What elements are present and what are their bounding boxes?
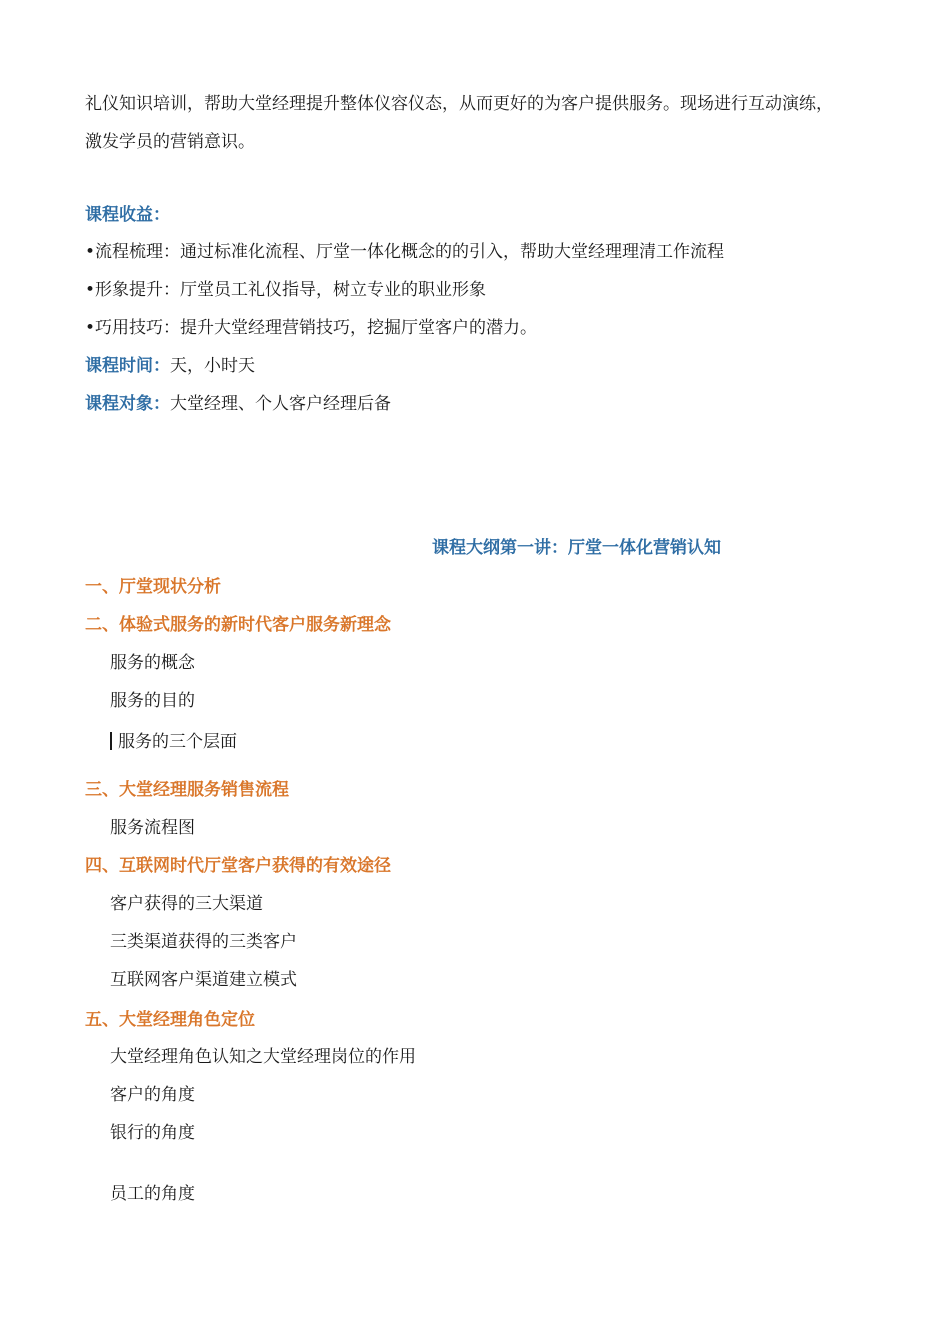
course-time	[85, 355, 255, 377]
text-cursor	[110, 732, 112, 750]
intro-line-1: 礼仪知识培训，帮助大堂经理提升整体仪容仪态，从而更好的为客户提供服务。现场进行互动演练，	[85, 94, 833, 114]
section-item: 服务的三个层面	[118, 732, 237, 752]
course-audience	[85, 393, 391, 415]
course-audience-value: 大堂经理、个人客户经理后备	[170, 394, 391, 414]
section-heading: 三、大堂经理服务销售流程	[85, 780, 289, 800]
section-item: 互联网客户渠道建立模式	[110, 970, 297, 990]
section-item: 服务的概念	[110, 653, 195, 673]
benefit-item: •流程梳理：通过标准化流程、厅堂一体化概念的的引入，帮助大堂经理理清工作流程	[85, 242, 725, 262]
section-item: 服务流程图	[110, 818, 195, 838]
benefit-item: •形象提升：厅堂员工礼仪指导，树立专业的职业形象	[85, 280, 487, 300]
section-item: 员工的角度	[110, 1184, 195, 1204]
section-heading: 二、体验式服务的新时代客户服务新理念	[85, 615, 391, 635]
section-heading: 四、互联网时代厅堂客户获得的有效途径	[85, 856, 391, 876]
intro-line-2: 激发学员的营销意识。	[85, 132, 255, 152]
course-time-label: 课程时间：	[85, 356, 170, 376]
section-item: 银行的角度	[110, 1123, 195, 1143]
section-heading: 一、厅堂现状分析	[85, 577, 221, 597]
section-item: 服务的目的	[110, 691, 195, 711]
section-item: 大堂经理角色认知之大堂经理岗位的作用	[110, 1047, 416, 1067]
section-heading: 五、大堂经理角色定位	[85, 1010, 255, 1030]
benefits-heading: 课程收益：	[85, 205, 170, 225]
benefit-item: •巧用技巧：提升大堂经理营销技巧，挖掘厅堂客户的潜力。	[85, 318, 538, 338]
section-item-with-cursor	[110, 731, 237, 753]
course-audience-label: 课程对象：	[85, 394, 170, 414]
section-item: 三类渠道获得的三类客户	[110, 932, 297, 952]
course-time-value: 天，小时天	[170, 356, 255, 376]
section-item: 客户获得的三大渠道	[110, 894, 263, 914]
outline-title: 课程大纲第一讲：厅堂一体化营销认知	[432, 538, 721, 558]
section-item: 客户的角度	[110, 1085, 195, 1105]
